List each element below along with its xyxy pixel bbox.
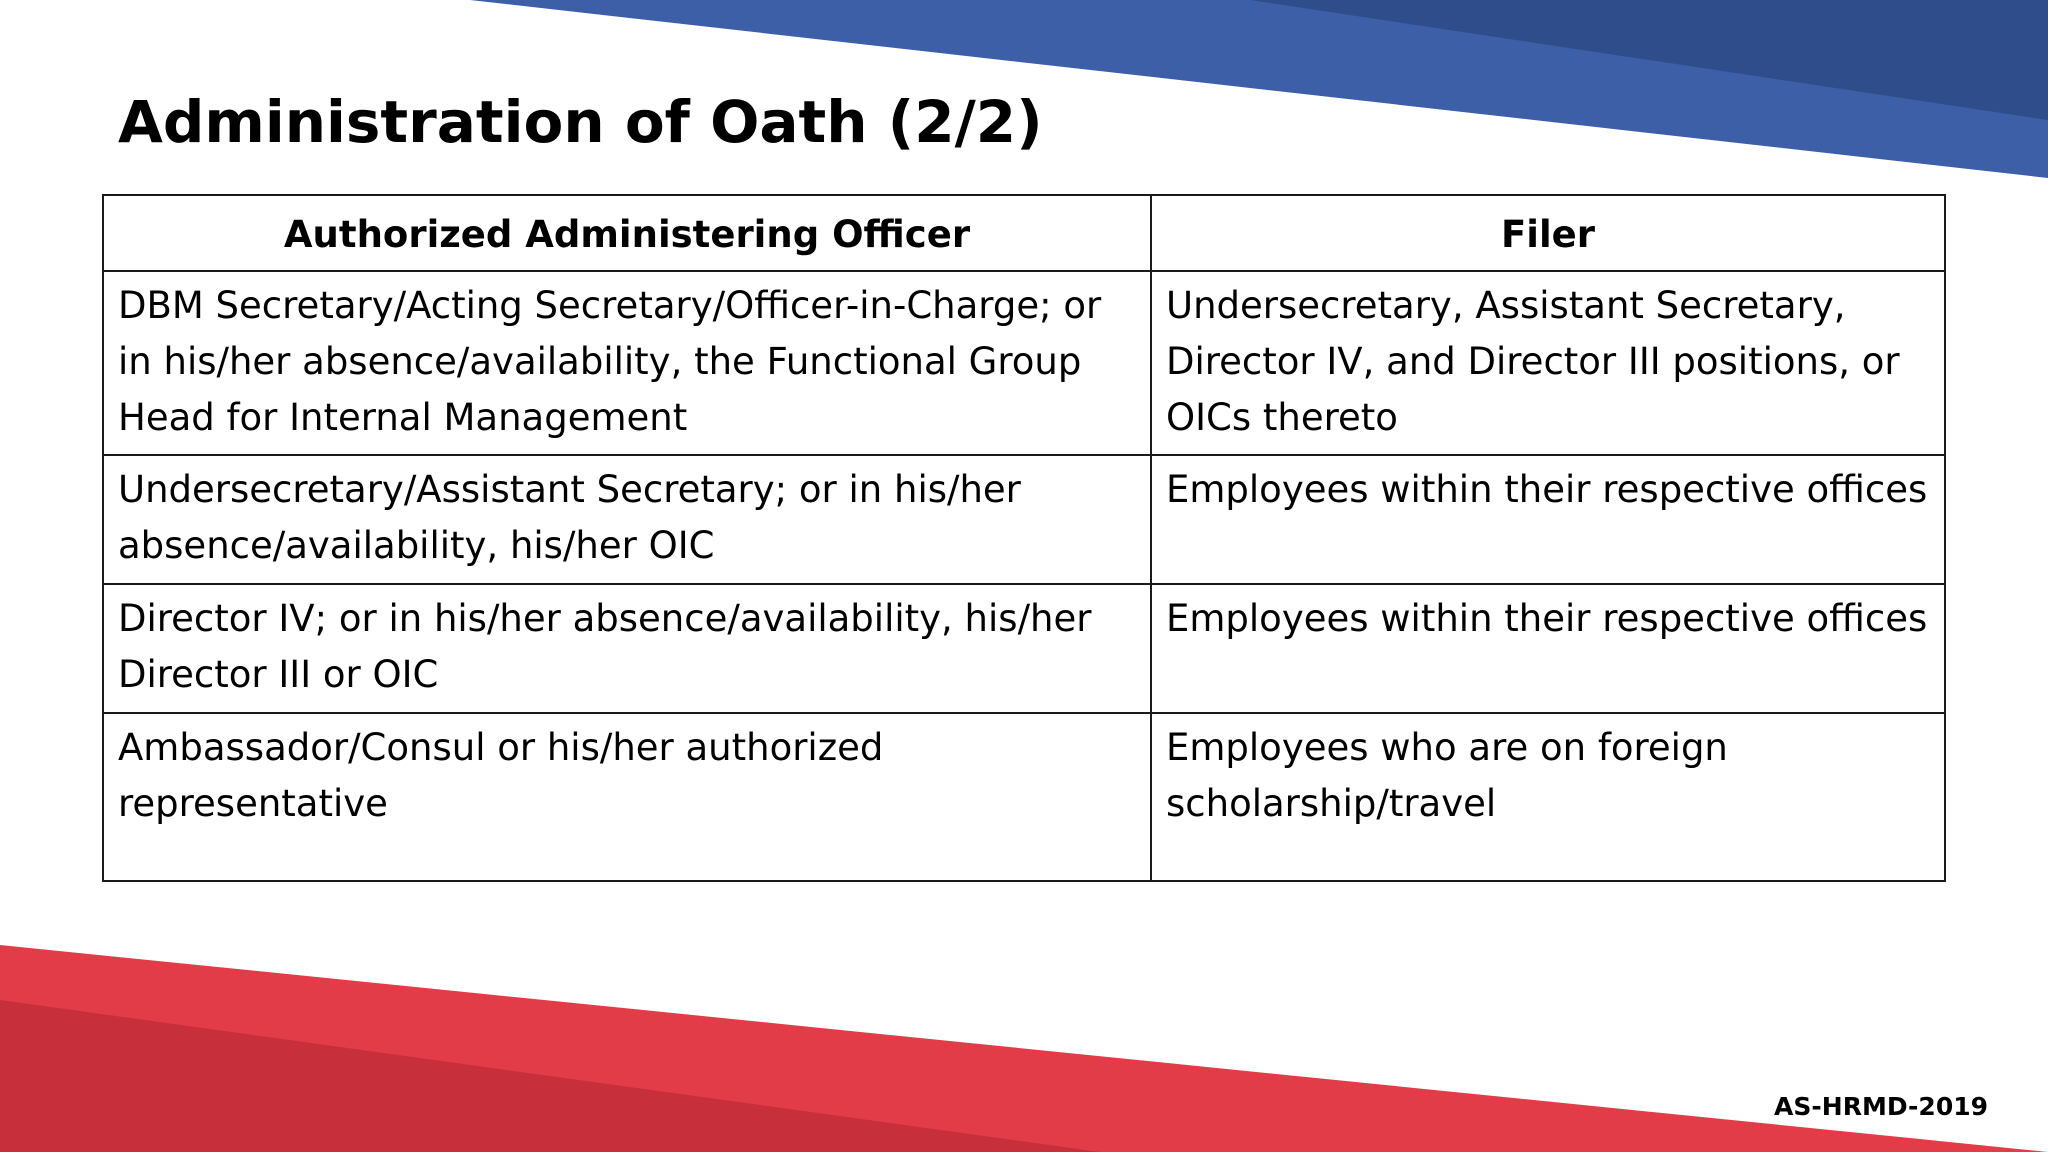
- officer-cell: Ambassador/Consul or his/her authorized representative: [103, 713, 1151, 881]
- table-row: [103, 584, 1945, 713]
- header-officer: Authorized Administering Officer: [103, 195, 1151, 271]
- officer-cell: Undersecretary/Assistant Secretary; or in his/her absence/availability, his/her OIC: [103, 455, 1151, 584]
- table-row: [103, 271, 1945, 455]
- header-filer: Filer: [1151, 195, 1945, 271]
- table-header-row: [103, 195, 1945, 271]
- officer-cell: DBM Secretary/Acting Secretary/Officer-in-Charge; or in his/her absence/availability, the Functional Group Head for Internal Management: [103, 271, 1151, 455]
- slide-title: Administration of Oath (2/2): [118, 88, 1043, 156]
- filer-cell: Employees within their respective offices: [1151, 455, 1945, 584]
- filer-cell: Undersecretary, Assistant Secretary, Director IV, and Director III positions, or OICs thereto: [1151, 271, 1945, 455]
- filer-cell: Employees who are on foreign scholarship/travel: [1151, 713, 1945, 881]
- filer-cell: Employees within their respective offices: [1151, 584, 1945, 713]
- table-row: [103, 713, 1945, 881]
- officer-cell: Director IV; or in his/her absence/availability, his/her Director III or OIC: [103, 584, 1151, 713]
- footer-code: AS-HRMD-2019: [1774, 1092, 1988, 1121]
- table-row: [103, 455, 1945, 584]
- oath-table: [102, 194, 1946, 882]
